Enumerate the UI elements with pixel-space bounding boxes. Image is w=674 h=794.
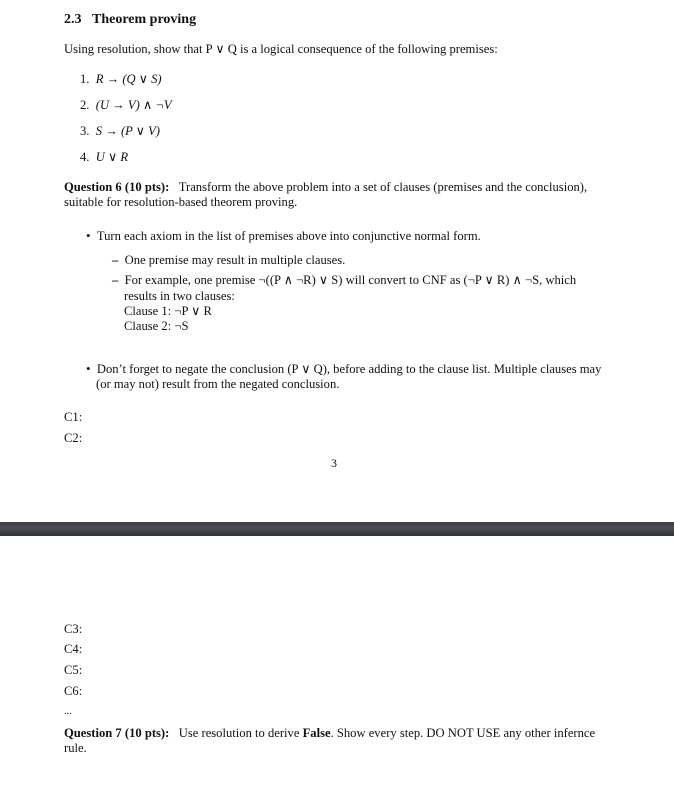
sub-item-2-line-2: results in two clauses: xyxy=(124,289,235,303)
question-6-label: Question 6 (10 pts): xyxy=(64,180,170,194)
clause-label-c1: C1: xyxy=(64,410,83,424)
clause-label-c2: C2: xyxy=(64,431,83,445)
section-heading xyxy=(64,12,196,28)
false-keyword: False xyxy=(302,726,331,740)
question-7-line-2: rule. xyxy=(64,741,87,755)
premise-formula: U ∨ R xyxy=(95,150,129,164)
bullet-1: • Turn each axiom in the list of premises above into conjunctive normal form. xyxy=(86,228,481,243)
premise-formula: S → (P ∨ V) xyxy=(95,124,160,138)
question-7-line-1: Question 7 (10 pts): Use resolution to derive False. Show every step. DO NOT USE any other infernce xyxy=(64,726,596,740)
question-6-line-2: suitable for resolution-based theorem proving. xyxy=(64,195,298,209)
question-6-line-1: Question 6 (10 pts): Transform the above problem into a set of clauses (premises and the conclusion), xyxy=(64,180,588,194)
clause-label-c6: C6: xyxy=(64,684,83,698)
example-clause-2: Clause 2: ¬S xyxy=(124,319,189,333)
premise-formula: (U → V) ∧ ¬V xyxy=(95,98,172,112)
premise-1: 1. R → (Q ∨ S) xyxy=(80,72,162,86)
premise-2: 2. (U → V) ∧ ¬V xyxy=(80,98,172,112)
section-number: 2.3 xyxy=(64,12,82,27)
clause-label-c4: C4: xyxy=(64,642,83,656)
clause-label-c3: C3: xyxy=(64,622,83,636)
page-number: 3 xyxy=(331,456,337,470)
ellipsis: ... xyxy=(64,706,72,717)
premise-formula: R → (Q ∨ S) xyxy=(95,72,162,86)
document-page-2 xyxy=(0,536,674,794)
page-separator xyxy=(0,522,674,536)
premise-3: 3. S → (P ∨ V) xyxy=(80,124,160,138)
section-title: Theorem proving xyxy=(92,12,197,27)
bullet-2-line-1: • Don’t forget to negate the conclusion (P ∨ Q), before adding to the clause list. Multiple clauses may xyxy=(86,361,602,376)
premise-4: 4. U ∨ R xyxy=(80,150,129,164)
dash-marker: – xyxy=(112,253,119,267)
bullet-dot: • xyxy=(86,228,91,243)
example-clause-1: Clause 1: ¬P ∨ R xyxy=(124,304,212,318)
intro-text: Using resolution, show that P ∨ Q is a logical consequence of the following premises: xyxy=(64,42,498,56)
sub-item-2-line-1: – For example, one premise ¬((P ∧ ¬R) ∨ S) will convert to CNF as (¬P ∨ R) ∧ ¬S, which xyxy=(112,273,577,287)
sub-item-1: – One premise may result in multiple clauses. xyxy=(112,253,346,267)
dash-marker: – xyxy=(112,273,119,287)
question-7-label: Question 7 (10 pts): xyxy=(64,726,170,740)
bullet-2-line-2: (or may not) result from the negated conclusion. xyxy=(96,377,340,391)
clause-label-c5: C5: xyxy=(64,663,83,677)
bullet-dot: • xyxy=(86,361,91,376)
